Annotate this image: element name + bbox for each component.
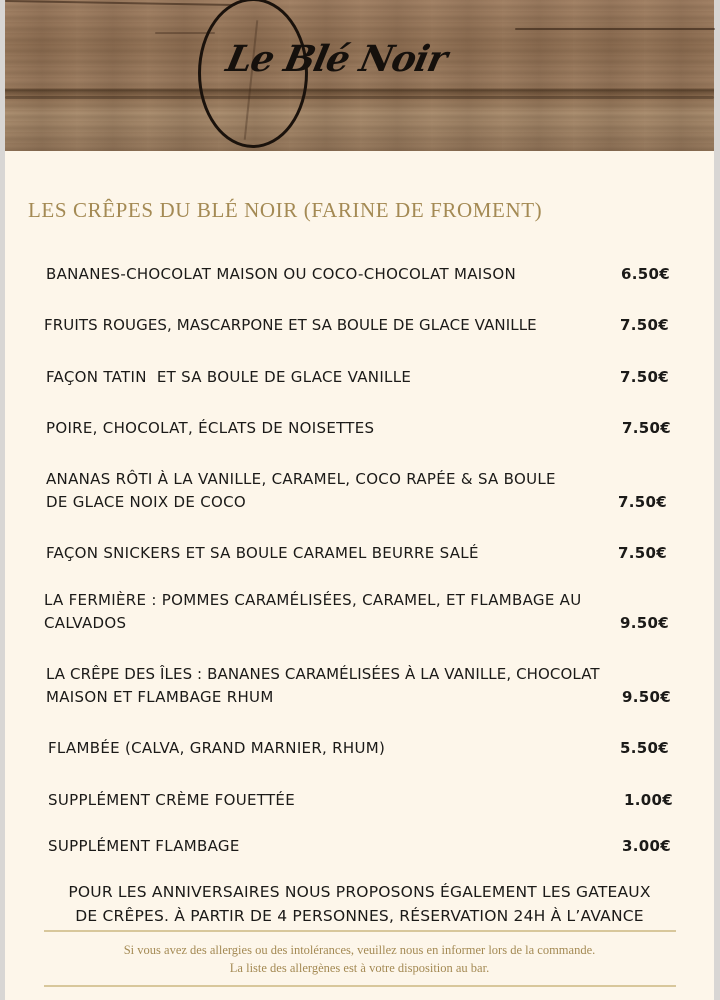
menu-item-price: 7.50€ [618,544,667,562]
header-banner [5,0,714,151]
menu-item-name: FLAMBÉE (CALVA, GRAND MARNIER, RHUM) [48,739,386,757]
menu-item-price: 6.50€ [621,265,670,283]
menu-item-name: FAÇON TATIN ET SA BOULE DE GLACE VANILLE [46,368,412,386]
divider [44,930,676,932]
menu-page [5,0,714,1000]
menu-item-name: FAÇON SNICKERS ET SA BOULE CARAMEL BEURRE SALÉ [46,544,479,562]
menu-item-name: LA FERMIÈRE : POMMES CARAMÉLISÉES, CARAMEL, ET FLAMBAGE AU [44,591,582,609]
divider [44,985,676,987]
menu-item-price: 1.00€ [624,791,673,809]
menu-item-name: FRUITS ROUGES, MASCARPONE ET SA BOULE DE GLACE VANILLE [44,316,537,334]
menu-item-price: 7.50€ [620,368,669,386]
menu-item-price: 7.50€ [618,493,667,511]
menu-item-name-line2: CALVADOS [44,614,127,632]
menu-item-name: SUPPLÉMENT CRÈME FOUETTÉE [48,791,295,809]
logo: Le Blé Noir [222,38,451,80]
allergy-note [5,941,714,977]
wood-crack [5,0,235,6]
menu-item-name: SUPPLÉMENT FLAMBAGE [48,837,240,855]
allergy-line: La liste des allergènes est à votre disposition au bar. [229,961,490,975]
notice-line: POUR LES ANNIVERSAIRES NOUS PROPOSONS ÉGALEMENT LES GATEAUX [68,883,651,901]
allergy-line: Si vous avez des allergies ou des intolérances, veuillez nous en informer lors de la commande. [123,943,596,957]
menu-item-name: POIRE, CHOCOLAT, ÉCLATS DE NOISETTES [46,419,375,437]
menu-item-price: 7.50€ [620,316,669,334]
notice-line: DE CRÊPES. À PARTIR DE 4 PERSONNES, RÉSERVATION 24H À L’AVANCE [75,907,644,925]
menu-item-price: 5.50€ [620,739,669,757]
menu-item-price: 7.50€ [622,419,671,437]
section-title: LES CRÊPES DU BLÉ NOIR (FARINE DE FROMENT) [28,198,543,222]
menu-item-name-line2: MAISON ET FLAMBAGE RHUM [46,688,274,706]
menu-item-name: BANANES-CHOCOLAT MAISON OU COCO-CHOCOLAT MAISON [46,265,516,283]
wood-crack [515,28,715,30]
menu-item-name: LA CRÊPE DES ÎLES : BANANES CARAMÉLISÉES À LA VANILLE, CHOCOLAT [46,665,600,683]
menu-item-price: 3.00€ [622,837,671,855]
menu-item-price: 9.50€ [622,688,671,706]
menu-item-name-line2: DE GLACE NOIX DE COCO [46,493,246,511]
menu-item-price: 9.50€ [620,614,669,632]
menu-item-name: ANANAS RÔTI À LA VANILLE, CARAMEL, COCO RAPÉE & SA BOULE [46,470,556,488]
wood-crack [5,96,714,99]
birthday-notice [5,880,714,928]
